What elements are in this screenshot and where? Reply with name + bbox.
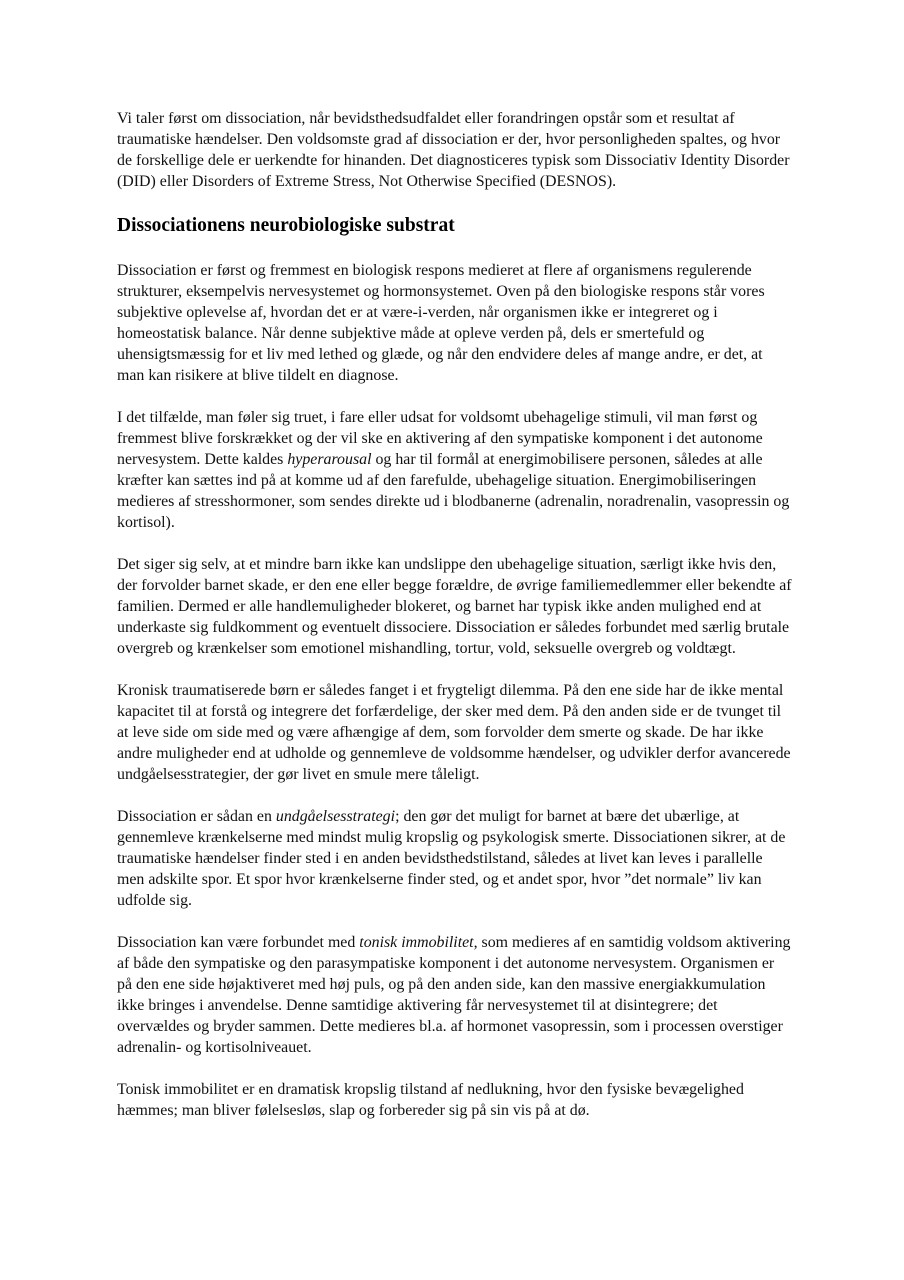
paragraph-2 <box>117 407 793 533</box>
paragraph-5 <box>117 806 793 911</box>
paragraph-5-text-b: ; den gør det muligt for barnet at bære det ubærlige, at gennemleve krænkelserne med mindst mulig kropslig og psykologisk smerte. Dissociationen sikrer, at de traumatiske hændelser finder sted i en anden bevidsthedstilstand, således at livet kan leves i parallelle men adskilte spor. Et spor hvor krænkelserne finder sted, og et andet spor, hvor ”det normale” liv kan udfolde sig. <box>117 808 786 909</box>
paragraph-6-emphasis: tonisk immobilitet <box>359 934 474 951</box>
paragraph-5-emphasis: undgåelsesstrategi <box>275 808 396 825</box>
intro-paragraph: Vi taler først om dissociation, når bevidsthedsudfaldet eller forandringen opstår som et resultat af traumatiske hændelser. Den voldsomste grad af dissociation er der, hvor personligheden spaltes, og hvor de forskellige dele er uerkendte for hinanden. Det diagnosticeres typisk som Dissociativ Identity Disorder (DID) eller Disorders of Extreme Stress, Not Otherwise Specified (DESNOS). <box>117 110 790 190</box>
paragraph-7: Tonisk immobilitet er en dramatisk kropslig tilstand af nedlukning, hvor den fysiske bevægelighed hæmmes; man bliver følelsesløs, slap og forbereder sig på sin vis på at dø. <box>117 1081 744 1119</box>
paragraph-1: Dissociation er først og fremmest en biologisk respons medieret at flere af organismens regulerende strukturer, eksempelvis nervesystemet og hormonsystemet. Oven på den biologiske respons står vores subjektive oplevelse af, hvordan det er at være-i-verden, når organismen ikke er integreret og i homeostatisk balance. Når denne subjektive måde at opleve verden på, dels er smertefuld og uhensigtsmæssig for et liv med lethed og glæde, og når den endvidere deles af mange andre, er det, at man kan risikere at blive tildelt en diagnose. <box>117 262 765 384</box>
paragraph-2-text-a: I det tilfælde, man føler sig truet, i fare eller udsat for voldsomt ubehagelige stimuli, vil man først og fremmest blive forskrækket og der vil ske en aktivering af den sympatiske komponent i det autonome nervesystem. Dette kaldes <box>117 409 763 468</box>
paragraph-2-emphasis: hyperarousal <box>287 451 372 468</box>
paragraph-2-text-b: og har til formål at energimobilisere personen, således at alle kræfter kan sættes ind på at komme ud af den farefulde, ubehagelige situation. Energimobiliseringen medieres af stresshormoner, som sendes direkte ud i blodbanerne (adrenalin, noradrenalin, vasopressin og kortisol). <box>117 451 790 531</box>
paragraph-6-text-b: , som medieres af en samtidig voldsom aktivering af både den sympatiske og den parasympatiske komponent i det autonome nervesystem. Organismen er på den ene side højaktiveret med høj puls, og på den anden side, kan den massive energiakkumulation ikke bringes i anvendelse. Denne samtidige aktivering får nervesystemet til at disintegrere; det overvældes og bryder sammen. Dette medieres bl.a. af hormonet vasopressin, som i processen overstiger adrenalin- og kortisolniveauet. <box>117 934 791 1056</box>
document-page <box>117 108 793 1142</box>
paragraph-6 <box>117 932 793 1058</box>
paragraph-4: Kronisk traumatiserede børn er således fanget i et frygteligt dilemma. På den ene side har de ikke mental kapacitet til at forstå og integrere det forfærdelige, der sker med dem. På den anden side er de tvunget til at leve side om side med og være afhængige af dem, som forvolder dem smerte og skade. De har ikke andre muligheder end at udholde og gennemleve de voldsomme hændelser, og udvikler derfor avancerede undgåelsesstrategier, der gør livet en smule mere tåleligt. <box>117 682 791 783</box>
section-heading: Dissociationens neurobiologiske substrat <box>117 215 455 236</box>
paragraph-3: Det siger sig selv, at et mindre barn ikke kan undslippe den ubehagelige situation, særligt ikke hvis den, der forvolder barnet skade, er den ene eller begge forældre, de øvrige familiemedlemmer eller bekendte af familien. Dermed er alle handlemuligheder blokeret, og barnet har typisk ikke anden mulighed end at underkaste sig fuldkomment og eventuelt dissociere. Dissociation er således forbundet med særlig brutale overgreb og krænkelser som emotionel mishandling, tortur, vold, seksuelle overgreb og voldtægt. <box>117 556 792 657</box>
paragraph-6-text-a: Dissociation kan være forbundet med <box>117 934 360 951</box>
paragraph-5-text-a: Dissociation er sådan en <box>117 808 276 825</box>
